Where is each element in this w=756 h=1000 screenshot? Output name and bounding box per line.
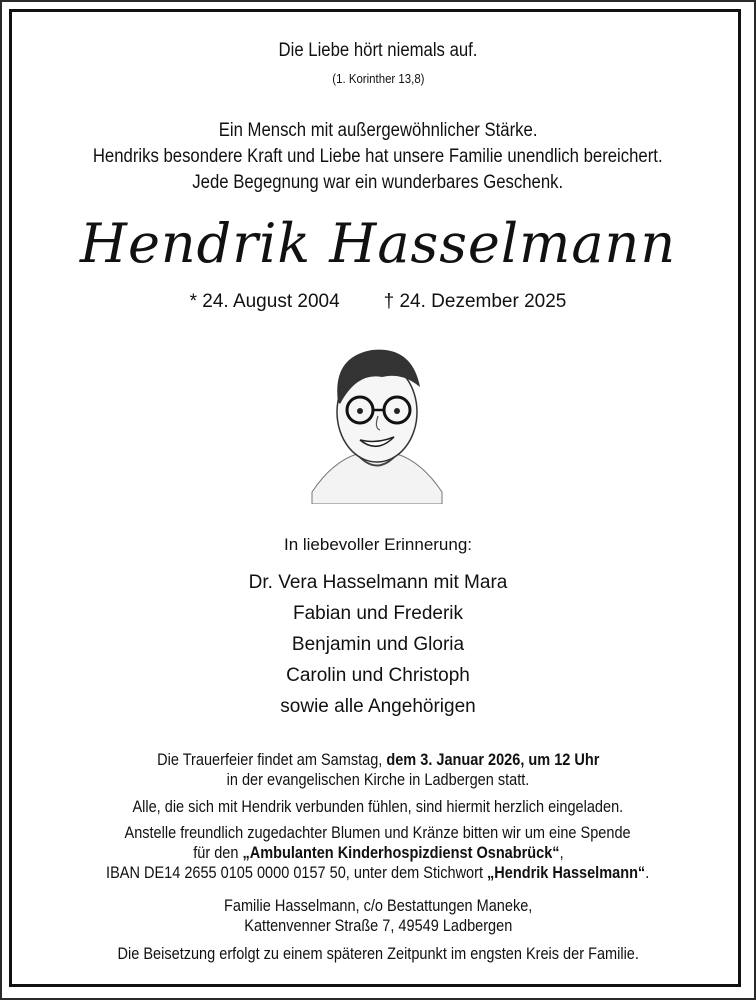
death-date: † 24. Dezember 2025: [383, 291, 567, 312]
funeral-info: Die Trauerfeier findet am Samstag, dem 3. Januar 2026, um 12 Uhr in der evangelischen Kirche in Ladbergen statt.: [156, 751, 600, 789]
mourner-line: Carolin und Christoph: [286, 665, 470, 686]
mourner-line: Fabian und Frederik: [292, 603, 464, 624]
birth-date: * 24. August 2004: [189, 291, 340, 312]
mourner-line: sowie alle Angehörigen: [280, 696, 476, 717]
burial-note: Die Beisetzung erfolgt zu einem späteren Zeitpunkt im engsten Kreis der Familie.: [117, 945, 639, 963]
funeral-date: dem 3. Januar 2026, um 12 Uhr: [386, 751, 600, 769]
quote-reference: (1. Korinther 13,8): [331, 71, 425, 86]
intro-text: [0, 118, 756, 196]
portrait-drawing: [302, 332, 452, 504]
mourners-heading: In liebevoller Erinnerung:: [283, 535, 473, 554]
donation-info: Anstelle freundlich zugedachter Blumen und Kränze bitten wir um eine Spende für den „Ambulanten Kinderhospizdienst Osnabrück“, IBAN DE14 2655 0105 0000 0157 50, unter dem Stichwort „Hendrik Hasselmann“.: [106, 824, 650, 882]
donation-keyword: „Hendrik Hasselmann“: [487, 864, 646, 882]
mourner-line: Dr. Vera Hasselmann mit Mara: [248, 572, 508, 593]
mourners-list: [0, 567, 756, 722]
intro-line: Ein Mensch mit außergewöhnlicher Stärke.: [218, 120, 538, 141]
contact-address: Familie Hasselmann, c/o Bestattungen Maneke, Kattenvenner Straße 7, 49549 Ladbergen: [223, 897, 533, 935]
quote: Die Liebe hört niemals auf.: [278, 40, 478, 61]
mourner-line: Benjamin und Gloria: [291, 634, 465, 655]
iban: IBAN DE14 2655 0105 0000 0157 50, unter dem Stichwort: [106, 864, 488, 882]
intro-line: Hendriks besondere Kraft und Liebe hat unsere Familie unendlich bereichert.: [93, 146, 663, 167]
charity-name: „Ambulanten Kinderhospizdienst Osnabrück“: [242, 844, 560, 862]
deceased-name: Hendrik Hasselmann: [79, 212, 677, 275]
invitation: Alle, die sich mit Hendrik verbunden fühlen, sind hiermit herzlich eingeladen.: [132, 798, 624, 816]
intro-line: Jede Begegnung war ein wunderbares Geschenk.: [192, 172, 564, 193]
life-dates: [0, 291, 756, 313]
